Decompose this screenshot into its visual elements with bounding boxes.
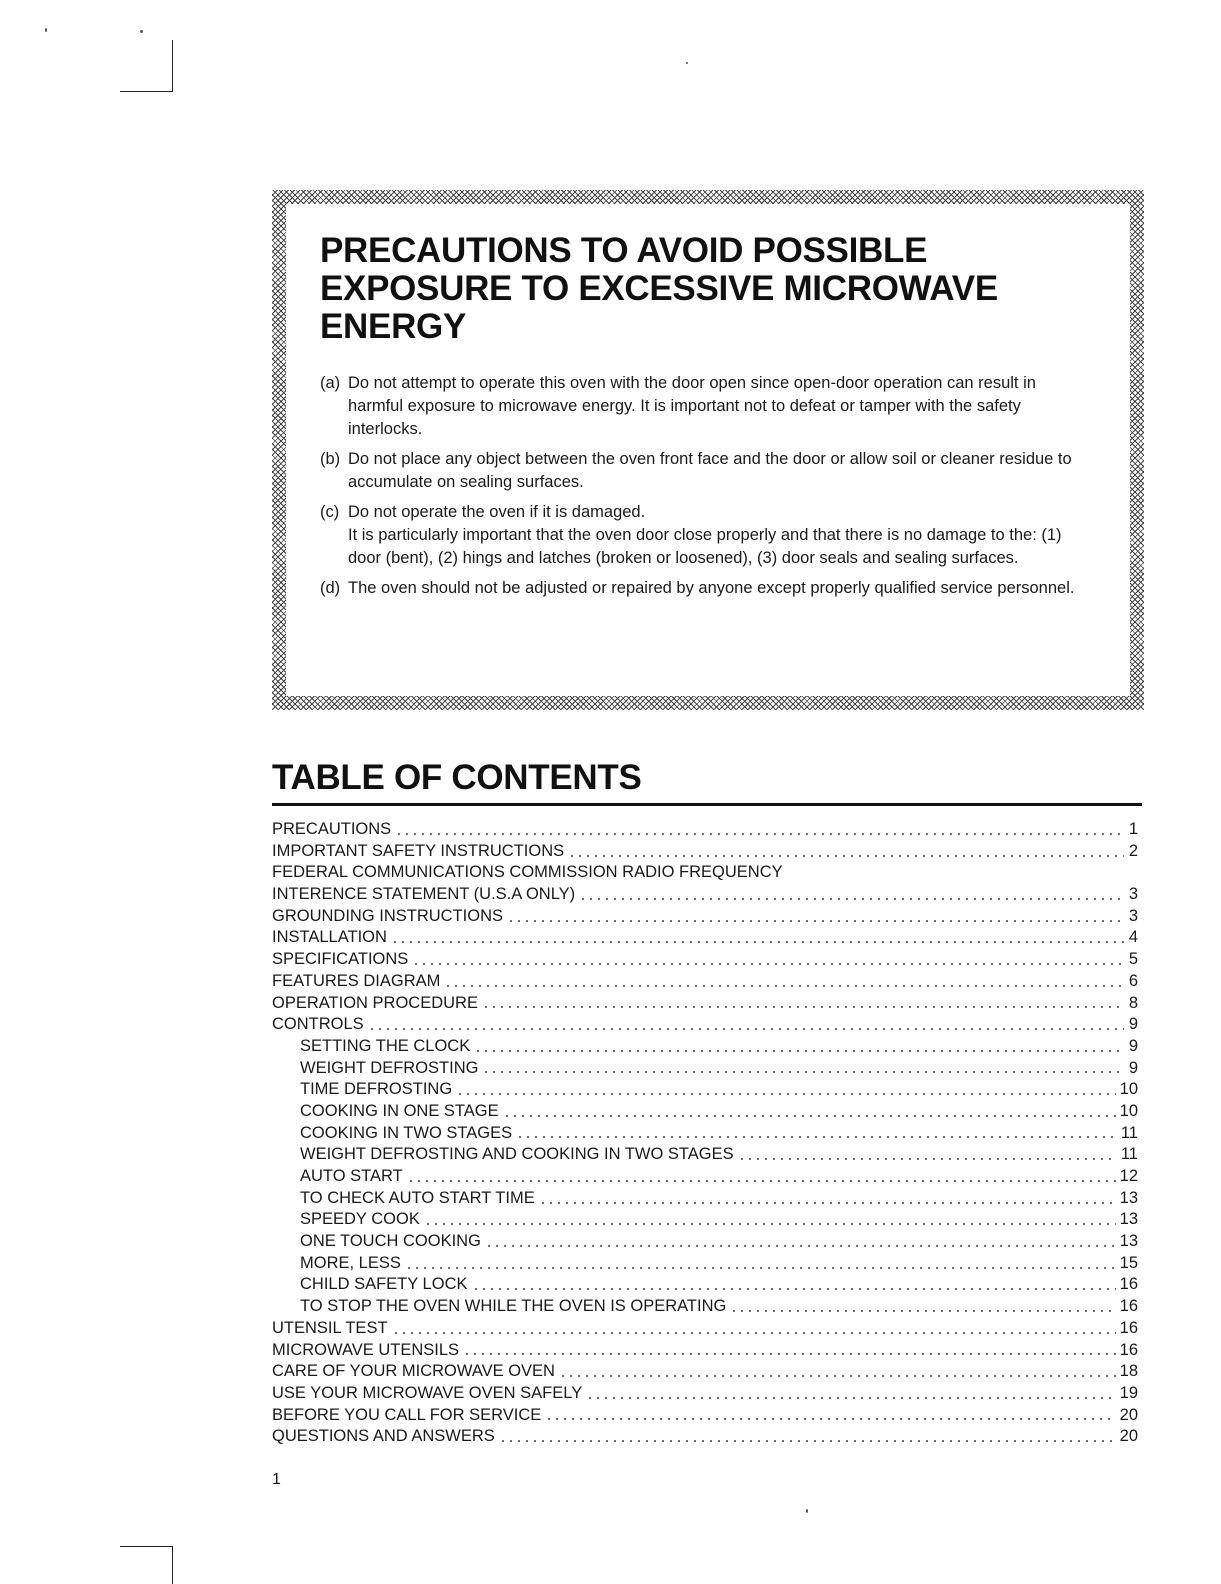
toc-list (272, 819, 1138, 1448)
toc-entry-label: PRECAUTIONS (272, 820, 392, 838)
toc-entry-page: 13 (1119, 1232, 1138, 1251)
precaution-letter: (a) (320, 374, 341, 392)
toc-leader-dots (463, 1353, 1116, 1355)
toc-entry-page: 13 (1119, 1210, 1138, 1229)
toc-entry (272, 1253, 1138, 1275)
toc-entry (272, 1340, 1138, 1362)
toc-entry-label: INSTALLATION (272, 928, 387, 947)
crop-mark-bottom-vertical (172, 1546, 173, 1584)
crop-mark-top-vertical (172, 40, 173, 92)
toc-leader-dots (507, 920, 1124, 922)
precautions-box (272, 190, 1144, 710)
toc-entry-label: TO STOP THE OVEN WHILE THE OVEN IS OPERATING (300, 1297, 727, 1316)
toc-entry-page: 9 (1128, 1015, 1138, 1034)
precaution-text: The oven should not be adjusted or repaired by anyone except properly qualified service personnel. (348, 579, 1075, 597)
toc-entry (272, 1361, 1138, 1383)
precaution-text-detail: It is particularly important that the oven door close properly and that there is no damage to the: (1) door (bent), (2) hings and latches (broken or loosened), (3) door seals and sealing surfaces. (348, 526, 1062, 567)
toc-entry-page: 3 (1128, 885, 1138, 904)
toc-entry (272, 1405, 1138, 1427)
toc-leader-dots (503, 1115, 1116, 1117)
precaution-text-group (348, 501, 1082, 570)
toc-entry-label: INTERENCE STATEMENT (U.S.A ONLY) (272, 885, 576, 904)
toc-entry-page: 2 (1128, 841, 1138, 860)
toc-entry-label: ONE TOUCH COOKING (300, 1232, 481, 1251)
toc-entry (272, 884, 1138, 906)
toc-leader-dots (444, 985, 1124, 987)
toc-entry (272, 1188, 1138, 1210)
precaution-text: Do not attempt to operate this oven with the door open since open-door operation can result in harmful exposure to microwave energy. It is important not to defeat or tamper with the safety interlocks. (348, 374, 1036, 438)
toc-entry (272, 862, 1138, 884)
toc-entry (272, 1079, 1138, 1101)
toc-leader-dots (482, 1071, 1124, 1073)
toc-entry-page: 9 (1128, 1058, 1138, 1077)
toc-entry-page: 10 (1119, 1101, 1138, 1120)
toc-leader-dots (456, 1093, 1115, 1095)
precaution-item-c (320, 501, 1090, 570)
toc-entry (272, 1274, 1138, 1296)
toc-leader-dots (368, 1028, 1124, 1030)
scan-speck (45, 28, 47, 32)
toc-leader-dots (391, 941, 1124, 943)
toc-entry-label: COOKING IN ONE STAGE (300, 1101, 499, 1120)
toc-entry-label: SPEEDY COOK (300, 1210, 420, 1229)
scan-speck (686, 62, 688, 64)
toc-entry (272, 1144, 1138, 1166)
toc-entry-label: OPERATION PROCEDURE (272, 993, 478, 1012)
toc-entry-page: 9 (1128, 1036, 1138, 1055)
precaution-text: Do not operate the oven if it is damaged. (348, 503, 646, 521)
toc-leader-dots (559, 1375, 1116, 1377)
precaution-letter: (c) (320, 503, 340, 521)
toc-leader-dots (730, 1310, 1115, 1312)
toc-leader-dots (485, 1245, 1116, 1247)
toc-rule (272, 803, 1142, 806)
toc-leader-dots (545, 1418, 1115, 1420)
toc-entry-page: 11 (1120, 1145, 1138, 1164)
toc-entry-page: 3 (1128, 906, 1138, 925)
precaution-item-d (320, 577, 1090, 600)
crop-mark-top-horizontal (120, 91, 173, 92)
toc-entry (272, 1296, 1138, 1318)
toc-entry-page: 11 (1120, 1123, 1138, 1142)
toc-entry-label: WEIGHT DEFROSTING AND COOKING IN TWO STAGES (300, 1145, 734, 1164)
toc-entry-page: 16 (1119, 1275, 1138, 1294)
toc-entry-label: WEIGHT DEFROSTING (300, 1058, 479, 1077)
precaution-item-a (320, 372, 1090, 441)
toc-entry-label: SETTING THE CLOCK (300, 1036, 471, 1055)
toc-leader-dots (424, 1223, 1116, 1225)
toc-entry-label: QUESTIONS AND ANSWERS (272, 1427, 495, 1446)
toc-entry-page: 12 (1119, 1167, 1138, 1185)
toc-leader-dots (395, 833, 1124, 835)
toc-leader-dots (499, 1440, 1116, 1442)
toc-entry-page: 16 (1119, 1318, 1138, 1337)
toc-entry-page: 8 (1128, 993, 1138, 1012)
toc-leader-dots (412, 963, 1124, 965)
toc-entry (272, 819, 1138, 841)
toc-entry-page: 20 (1119, 1405, 1138, 1424)
toc-leader-dots (482, 1006, 1124, 1008)
toc-entry-label: CONTROLS (272, 1015, 364, 1034)
toc-entry-page: 5 (1128, 950, 1138, 969)
toc-entry (272, 1383, 1138, 1405)
toc-entry-page: 18 (1119, 1362, 1138, 1381)
toc-entry-label: COOKING IN TWO STAGES (300, 1123, 513, 1142)
crop-mark-bottom-horizontal (120, 1546, 172, 1547)
toc-leader-dots (539, 1202, 1116, 1204)
page-number: 1 (272, 1471, 281, 1488)
precaution-letter: (d) (320, 579, 341, 597)
toc-leader-dots (474, 1050, 1124, 1052)
toc-entry-label: AUTO START (300, 1167, 403, 1185)
toc-entry-label: SPECIFICATIONS (272, 950, 409, 969)
toc-entry-page: 15 (1119, 1253, 1138, 1272)
precautions-box-inner (286, 204, 1130, 696)
precaution-text: Do not place any object between the oven front face and the door or allow soil or cleaner residue to accumulate on sealing surfaces. (348, 450, 1072, 491)
toc-entry-label: TO CHECK AUTO START TIME (300, 1188, 535, 1207)
toc-leader-dots (405, 1267, 1116, 1269)
toc-entry (272, 949, 1138, 971)
toc-entry (272, 1036, 1138, 1058)
toc-entry (272, 1014, 1138, 1036)
precautions-title: PRECAUTIONS TO AVOID POSSIBLE EXPOSURE TO EXCESSIVE MICROWAVE ENERGY (320, 231, 998, 346)
toc-entry-label: MORE, LESS (300, 1253, 401, 1272)
toc-entry-page: 16 (1119, 1297, 1138, 1316)
scan-speck (140, 30, 143, 33)
toc-leader-dots (407, 1180, 1116, 1182)
toc-entry (272, 1231, 1138, 1253)
toc-entry (272, 1123, 1138, 1145)
toc-entry-page: 1 (1128, 820, 1138, 838)
toc-entry-page: 4 (1128, 928, 1138, 947)
toc-entry-label: USE YOUR MICROWAVE OVEN SAFELY (272, 1383, 583, 1402)
toc-entry-label: GROUNDING INSTRUCTIONS (272, 906, 503, 925)
toc-leader-dots (586, 1397, 1115, 1399)
scan-speck (806, 1509, 808, 1513)
toc-entry (272, 1101, 1138, 1123)
toc-entry-label: IMPORTANT SAFETY INSTRUCTIONS (272, 841, 565, 860)
toc-title: TABLE OF CONTENTS (272, 758, 642, 797)
toc-leader-dots (516, 1136, 1117, 1138)
toc-entry-label: MICROWAVE UTENSILS (272, 1340, 460, 1359)
toc-entry-page: 20 (1119, 1427, 1138, 1446)
toc-entry-label: UTENSIL TEST (272, 1318, 388, 1337)
toc-entry (272, 993, 1138, 1015)
toc-entry (272, 927, 1138, 949)
toc-entry (272, 1166, 1138, 1188)
toc-entry (272, 971, 1138, 993)
toc-leader-dots (392, 1332, 1116, 1334)
toc-entry-page: 19 (1119, 1383, 1138, 1402)
toc-entry-page: 6 (1128, 971, 1138, 990)
toc-entry-label: CARE OF YOUR MICROWAVE OVEN (272, 1362, 555, 1381)
toc-entry (272, 1209, 1138, 1231)
precaution-letter: (b) (320, 450, 341, 468)
toc-entry (272, 906, 1138, 928)
toc-entry (272, 1318, 1138, 1340)
toc-leader-dots (579, 898, 1124, 900)
toc-entry-label: TIME DEFROSTING (300, 1080, 453, 1099)
toc-entry (272, 1426, 1138, 1448)
toc-entry-page: 10 (1119, 1080, 1138, 1099)
toc-entry-label: CHILD SAFETY LOCK (300, 1275, 468, 1294)
toc-entry-label: FEATURES DIAGRAM (272, 971, 441, 990)
toc-leader-dots (738, 1158, 1117, 1160)
toc-entry (272, 1058, 1138, 1080)
toc-entry-page: 16 (1119, 1340, 1138, 1359)
toc-entry-label: BEFORE YOU CALL FOR SERVICE (272, 1405, 542, 1424)
toc-entry-page: 13 (1119, 1188, 1138, 1207)
precaution-item-b (320, 448, 1090, 494)
toc-leader-dots (568, 855, 1124, 857)
toc-entry (272, 841, 1138, 863)
toc-leader-dots (472, 1288, 1116, 1290)
toc-entry-label: FEDERAL COMMUNICATIONS COMMISSION RADIO FREQUENCY (272, 863, 783, 882)
